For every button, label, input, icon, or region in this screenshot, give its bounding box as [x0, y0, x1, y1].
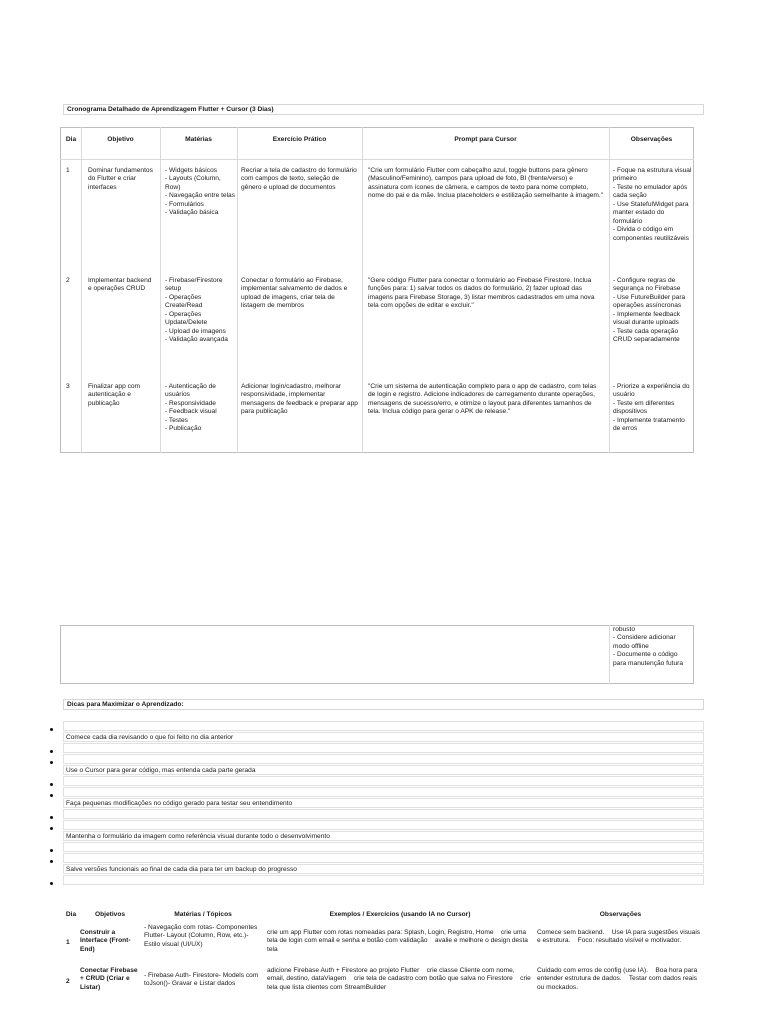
continuation-observacoes: robusto - Considere adicionar modo offline - Documente o código para manutenção futura — [613, 626, 684, 667]
header-prompt: Prompt para Cursor — [454, 136, 517, 143]
row2-dia: 2 — [66, 277, 70, 284]
tip-item: Use o Cursor para gerar código, mas entenda cada parte gerada — [66, 767, 256, 774]
row3-prompt: "Crie um sistema de autenticação completo para o app de cadastro, com telas de login e registro. Adicione indicadores de carregamento durante operações, mensagens de sucesso/erro, e otimize o layout para diferentes tamanhos de tela. Inclua código para gerar o APK de release." — [368, 383, 597, 416]
row2-prompt: "Gere código Flutter para conectar o formulário ao Firebase Firestore. Inclua funções para: 1) salvar todos os dados do formulário, 2) fazer upload das imagens para Firebase Storage, 3) listar membros cadastrados em uma nova tela com opções de editar e excluir." — [368, 277, 595, 310]
document-title: Cronograma Detalhado de Aprendizagem Flutter + Cursor (3 Dias) — [63, 104, 704, 115]
header-objetivo: Objetivo — [107, 136, 134, 143]
t2-row1-topicos: - Navegação com rotas- Componentes Flutter- Layout (Column, Row, etc.)- Estilo visual (UI/UX) — [144, 924, 258, 948]
header-exercicio: Exercício Prático — [272, 136, 327, 143]
tip-item: Salve versões funcionais ao final de cada dia para ter um backup do progresso — [66, 866, 297, 873]
t2-header-observacoes: Observações — [599, 911, 642, 918]
t2-row2-observacoes: Cuidado com erros de config (use IA). Boa hora para entender estrutura de dados. Testar com dados reais ou mockados. — [537, 967, 700, 991]
tip-item: Faça pequenas modificações no código gerado para testar seu entendimento — [66, 800, 293, 807]
row1-observacoes: - Foque na estrutura visual primeiro - Teste no emulador após cada seção - Use StatefulWidget para manter estado do formulário - Divida o código em componentes reutilizáveis — [613, 167, 692, 242]
row1-objetivo: Dominar fundamentos do Flutter e criar interfaces — [88, 167, 153, 191]
t2-row2-topicos: - Firebase Auth- Firestore- Models com toJson()- Gravar e Listar dados — [144, 972, 259, 988]
row1-materias: - Widgets básicos - Layouts (Column, Row) - Navegação entre telas - Formulários - Validação básica — [165, 167, 236, 217]
t2-header-objetivos: Objetivos — [94, 911, 126, 918]
row3-dia: 3 — [66, 383, 70, 390]
row1-dia: 1 — [66, 167, 70, 174]
t2-row1-exemplos: crie um app Flutter com rotas nomeadas para: Splash, Login, Registro, Home crie uma tela de login com email e senha e botão com validação avalie e melhore o design desta tela — [267, 929, 530, 953]
header-observacoes: Observações — [630, 136, 673, 143]
row2-objetivo: Implementar backend e operações CRUD — [88, 277, 152, 293]
t2-row1-observacoes: Comece sem backend. Use IA para sugestões visuais e estrutura. Foco: resultado visível e motivador. — [537, 929, 702, 945]
header-materias: Matérias — [185, 136, 212, 143]
row3-materias: - Autenticação de usuários - Responsividade - Feedback visual - Testes - Publicação — [165, 383, 217, 433]
row1-prompt: "Crie um formulário Flutter com cabeçalho azul, toggle buttons para gênero (Masculino/Feminino), campos para upload de foto, BI (frente/verso) e assinatura com ícones de câmera, e campos de texto para nome completo, nome do pai e da mãe. Inclua placeholders e estilização semelhante à imagem." — [368, 167, 604, 200]
t2-header-dia: Dia — [65, 911, 77, 918]
row2-exercicio: Conectar o formulário ao Firebase, implementar salvamento de dados e upload de imagens, criar tela de listagem de membros — [241, 277, 348, 310]
tips-title: Dicas para Maximizar o Aprendizado: — [63, 699, 704, 710]
row1-exercicio: Recriar a tela de cadastro do formulário com campos de texto, seleção de gênero e upload de documentos — [241, 167, 357, 191]
t2-row2-exemplos: adicione Firebase Auth + Firestore ao projeto Flutter crie classe Cliente com nome, email, destino, dataViagem crie tela de cadastro com botão que salva no Firestore crie tela que lista clientes com StreamBuilder — [267, 967, 533, 991]
header-dia: Dia — [65, 136, 77, 143]
row3-observacoes: - Priorize a experiência do usuário - Teste em diferentes dispositivos - Implemente tratamento de erros — [613, 383, 690, 433]
row2-observacoes: - Configure regras de segurança no Firebase - Use FutureBuilder para operações assíncronas - Implemente feedback visual durante uploads - Teste cada operação CRUD separadamente — [613, 277, 686, 344]
t2-header-exemplos: Exemplos / Exercícios (usando IA no Cursor) — [329, 911, 471, 918]
tip-item: Comece cada dia revisando o que foi feito no dia anterior — [66, 734, 234, 741]
row3-objetivo: Finalizar app com autenticação e publicação — [88, 383, 141, 407]
row2-materias: - Firebase/Firestore setup - Operações Create/Read - Operações Update/Delete - Upload de imagens - Validação avançada — [165, 277, 228, 344]
continuation-box — [60, 625, 694, 684]
tip-item: Mantenha o formulário da imagem como referência visual durante todo o desenvolvimento — [66, 833, 330, 840]
row3-exercicio: Adicionar login/cadastro, melhorar responsividade, implementar mensagens de feedback e preparar app para publicação — [241, 383, 358, 416]
t2-row2-objetivos: Conectar Firebase + CRUD (Criar e Listar) — [80, 967, 138, 991]
t2-row1-dia: 1 — [66, 939, 70, 946]
t2-row1-objetivos: Construir a Interface (Front-End) — [80, 929, 131, 953]
t2-header-topicos: Matérias / Tópicos — [174, 911, 232, 918]
t2-row2-dia: 2 — [66, 978, 70, 985]
